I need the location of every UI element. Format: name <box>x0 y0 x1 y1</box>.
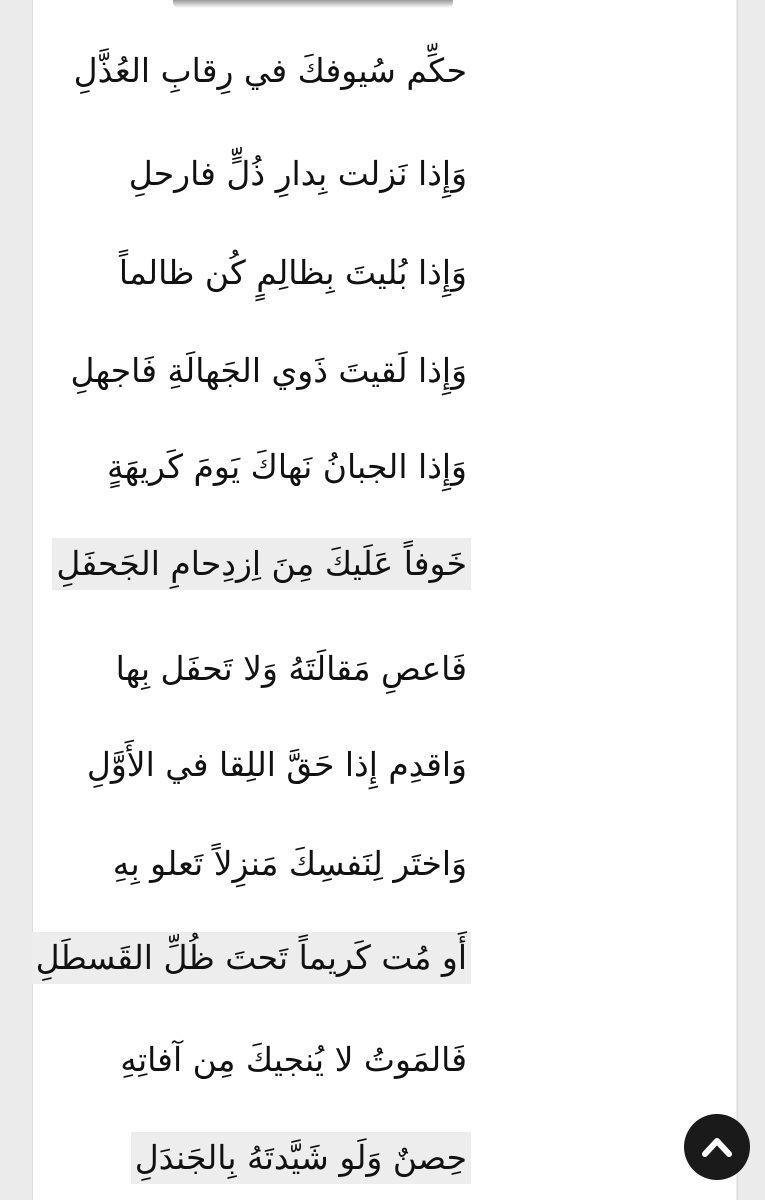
verse-line: فَالمَوتُ لا يُنجيكَ مِن آفاتِهِ <box>120 1040 467 1079</box>
verse-line: وَاقدِم إِذا حَقَّ اللِقا في الأَوَّلِ <box>86 745 467 784</box>
verse-line: وَإِذا بُليتَ بِظالِمٍ كُن ظالماً <box>118 253 467 292</box>
verse-line: وَإِذا لَقيتَ ذَوي الجَهالَةِ فَاجهلِ <box>70 351 467 390</box>
right-gutter <box>737 0 765 1200</box>
scroll-to-top-button[interactable] <box>684 1114 750 1180</box>
top-shadow <box>173 0 453 8</box>
verse-line: أَو مُت كَريماً تَحتَ ظُلِّ القَسطَلِ <box>32 932 471 984</box>
verse-line: حِصنٌ وَلَو شَيَّدتَهُ بِالجَندَلِ <box>131 1132 471 1184</box>
poem-content <box>33 0 736 1200</box>
verse-line: وَإِذا الجبانُ نَهاكَ يَومَ كَريهَةٍ <box>106 447 467 486</box>
verse-line: وَإِذا نَزلت بِدارِ ذُلٍّ فارحلِ <box>128 154 467 193</box>
chevron-up-icon <box>698 1128 736 1166</box>
left-gutter <box>0 0 33 1200</box>
verse-line: وَاختَر لِنَفسِكَ مَنزِلاً تَعلو بِهِ <box>112 844 467 883</box>
verse-line: فَاعصِ مَقالَتَهُ وَلا تَحفَل بِها <box>115 649 467 688</box>
verse-line: حكِّم سُيوفكَ في رِقابِ العُذَّلِ <box>73 51 467 90</box>
verse-line: خَوفاً عَلَيكَ مِنَ اِزدِحامِ الجَحفَلِ <box>52 538 471 590</box>
